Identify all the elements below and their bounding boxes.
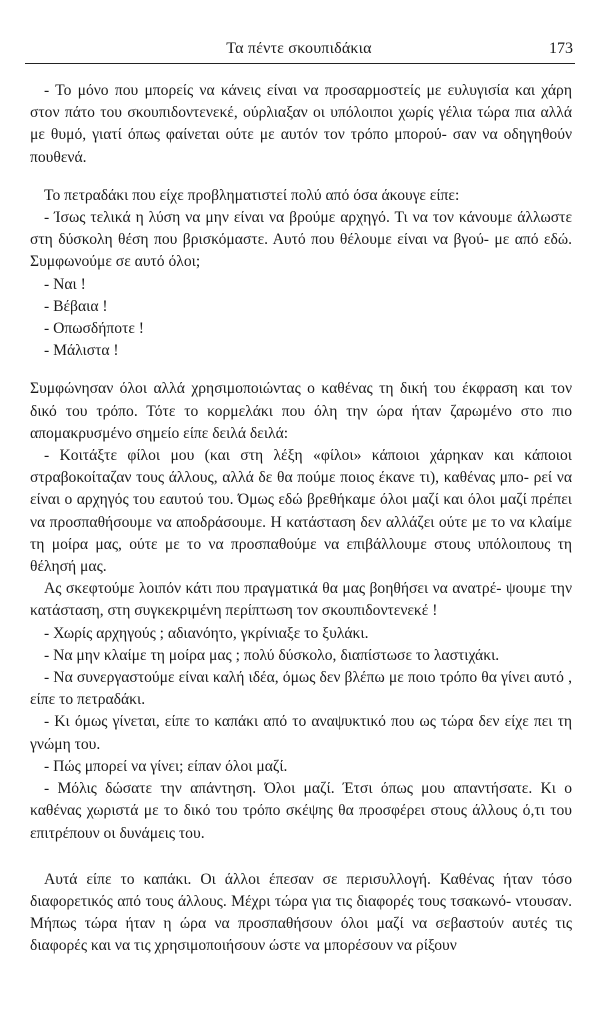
paragraph: Το πετραδάκι που είχε προβληματιστεί πολύ από όσα άκουγε είπε: [44,186,460,204]
paragraph: - Ναι ! [44,275,86,293]
page-header [25,40,573,62]
paragraph: - Να μην κλαίμε τη μοίρα μας ; πολύ δύσκολο, διαπίστωσε το λαστιχάκι. [44,646,500,664]
page-number: 173 [549,40,573,57]
paragraph: - Χωρίς αρχηγούς ; αδιανόητο, γκρίνιαξε το ξυλάκι. [44,624,369,642]
paragraph: - Μάλιστα ! [44,342,119,360]
paragraph: Συμφώνησαν όλοι αλλά χρησιμοποιώντας ο καθένας τη δική του έκφραση και τον δικό του τρόπο. Τότε το κορμελάκι που όλη την ώρα ήταν ζαρωμένο στο πιο απομακρυσμένο σημείο είπε δειλά δειλά: [30,380,572,442]
paragraph: Ας σκεφτούμε λοιπόν κάτι που πραγματικά θα μας βοηθήσει να ανατρέ- ψουμε την κατάσταση, στη συγκεκριμένη περίπτωση τον σκουπιδοντενεκέ ! [30,580,572,620]
paragraph: Αυτά είπε το καπάκι. Οι άλλοι έπεσαν σε περισυλλογή. Καθένας ήταν τόσο διαφορετικός από τους άλλους. Μέχρι τώρα για τις διαφορές τους τσακωνό- ντουσαν. Μήπως τώρα ήταν η ώρα να προσπαθήσουν όλοι μαζί να σεβαστούν αυτές τις διαφορές και να τις χρησιμοποιήσουν ώστε να μπορέσουν να ρίξουν [30,870,572,955]
running-title: Τα πέντε σκουπιδάκια [226,40,372,57]
paragraph: - Κι όμως γίνεται, είπε το καπάκι από το αναψυκτικό που ως τώρα δεν είχε πει τη γνώμη του. [30,713,572,753]
page-body [30,80,572,958]
header-rule [25,63,575,64]
paragraph: - Βέβαια ! [44,297,108,315]
paragraph: - Μόλις δώσατε την απάντηση. Όλοι μαζί. Έτσι όπως μου απαντήσατε. Κι ο καθένας χωριστά με το δικό του τρόπο σκέψης θα προσφέρει στους άλλους ό,τι του επιτρέπουν οι δυνάμεις του. [30,780,572,842]
paragraph: - Οπωσδήποτε ! [44,320,144,338]
paragraph: - Ίσως τελικά η λύση να μην είναι να βρούμε αρχηγό. Τι να τον κάνουμε άλλωστε στη δύσκολη θέση που βρισκόμαστε. Αυτό που θέλουμε είναι να βγού- με από εδώ. Συμφωνούμε σε αυτό όλοι; [30,209,572,271]
paragraph: - Κοιτάξτε φίλοι μου (και στη λέξη «φίλοι» κάποιοι χάρηκαν και κάποιοι στραβοκοίταζαν τους άλλους, αλλά δε θα πούμε ποιος έκανε τι), καθένας μπο- ρεί να είναι ο αρχηγός του εαυτού του. Όμως εδώ βρεθήκαμε όλοι μαζί και όλοι μαζί πρέπει να προσπαθήσουμε να αποδράσουμε. Η κατάσταση δεν αλλάζει ούτε με το να κλαίμε τη μοίρα μας, ούτε με το να προσπαθούμε να επιβάλλουμε στους υπόλοιπους τη θέλησή μας. [30,447,572,576]
paragraph: - Το μόνο που μπορείς να κάνεις είναι να προσαρμοστείς με ευλυγισία και χάρη στον πάτο του σκουπιδοντενεκέ, ούρλιαξαν οι υπόλοιποι χωρίς γέλια τώρα πια αλλά με θυμό, γιατί όπως φαίνεται ούτε με αυτόν τον τρόπο μπορού- σαν να οδηγηθούν πουθενά. [30,82,572,166]
paragraph: - Πώς μπορεί να γίνει; είπαν όλοι μαζί. [44,757,288,775]
paragraph: - Να συνεργαστούμε είναι καλή ιδέα, όμως δεν βλέπω με ποιο τρόπο θα γίνει αυτό , είπε το πετραδάκι. [30,669,572,709]
